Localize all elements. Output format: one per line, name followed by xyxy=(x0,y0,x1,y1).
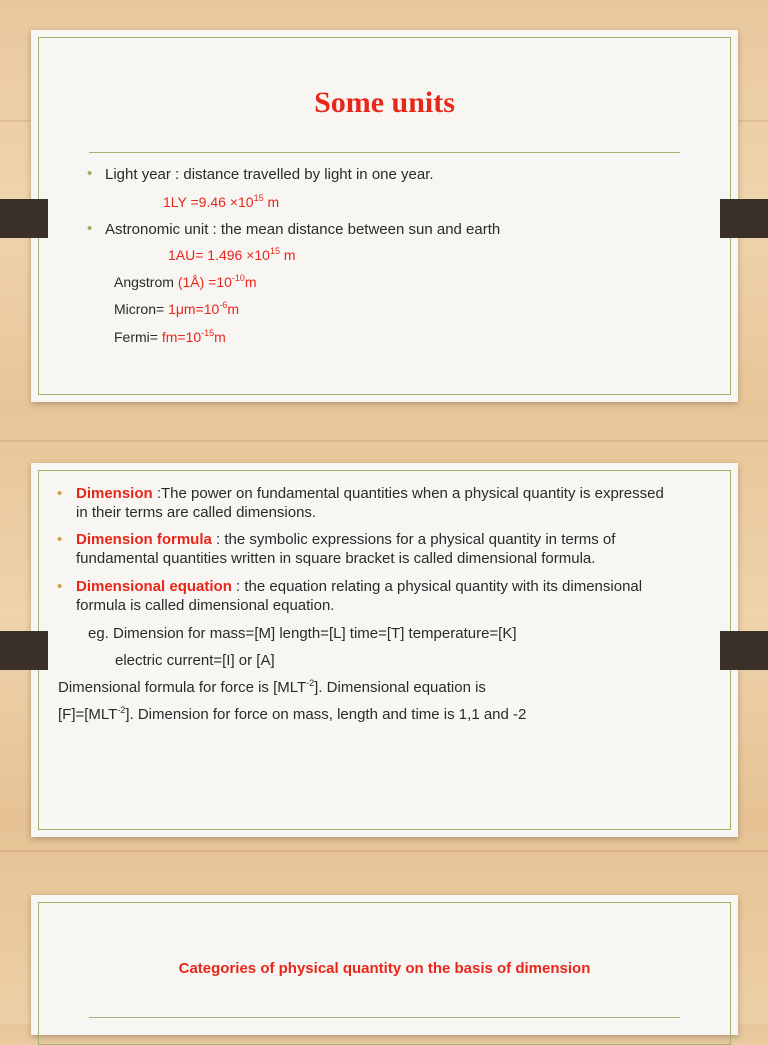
bullet-marker: • xyxy=(57,485,63,502)
binder-tab-right xyxy=(720,631,768,670)
electric-current-line: electric current=[I] or [A] xyxy=(115,652,275,669)
fermi-row: Fermi= $fm=10^{-15}m$ xyxy=(114,328,226,345)
light-year-value: $1LY =9.46 \times 10^{15}$ m xyxy=(163,193,280,210)
dimension-definition-cont: in their terms are called dimensions. xyxy=(76,504,317,521)
binder-tab-right xyxy=(720,199,768,238)
light-year-definition: Light year : distance travelled by light in one year. xyxy=(105,166,434,183)
title-divider xyxy=(89,152,680,153)
binder-tab-left xyxy=(0,631,48,670)
slide-title: Some units xyxy=(314,86,455,119)
bullet-marker: • xyxy=(87,220,93,237)
dimensional-equation-definition: Dimensional equation : the equation relating a physical quantity with its dimensional xyxy=(76,578,643,595)
slide-categories xyxy=(31,895,738,1035)
astronomic-unit-definition: Astronomic unit : the mean distance between sun and earth xyxy=(105,221,501,238)
force-equation-line: $[F]=[MLT^{-2}]$. Dimension for force on mass, length and time is 1,1 and -2 xyxy=(58,705,527,723)
slide-title: Categories of physical quantity on the basis of dimension xyxy=(178,960,591,977)
angstrom-row: Angstrom (1Å) $=10^{-10}m$ xyxy=(114,273,257,290)
binder-tab-left xyxy=(0,199,48,238)
dimension-formula-definition-cont: fundamental quantities written in square bracket is called dimensional formula. xyxy=(76,550,596,567)
dimension-formula-definition: Dimension formula : the symbolic expressions for a physical quantity in terms of xyxy=(76,531,616,548)
slide-dimensions xyxy=(31,463,738,837)
dimension-definition: Dimension :The power on fundamental quantities when a physical quantity is expressed xyxy=(76,485,664,502)
force-formula-line: Dimensional formula for force is $[MLT^{-2}]$. Dimensional equation is xyxy=(58,678,486,696)
slide-some-units xyxy=(31,30,738,402)
dimensional-equation-definition-cont: formula is called dimensional equation. xyxy=(76,597,335,614)
astronomic-unit-value: $1AU= 1.496 \times 10^{15}$ m xyxy=(168,246,296,263)
title-divider xyxy=(89,1017,680,1018)
bullet-marker: • xyxy=(87,165,93,182)
example-line: eg. Dimension for mass=[M] length=[L] time=[T] temperature=[K] xyxy=(88,625,517,642)
bullet-marker: • xyxy=(57,531,63,548)
slide-frame xyxy=(38,470,731,830)
bullet-marker: • xyxy=(57,578,63,595)
micron-row: Micron= $1\mu m=10^{-6}m$ xyxy=(114,300,240,317)
